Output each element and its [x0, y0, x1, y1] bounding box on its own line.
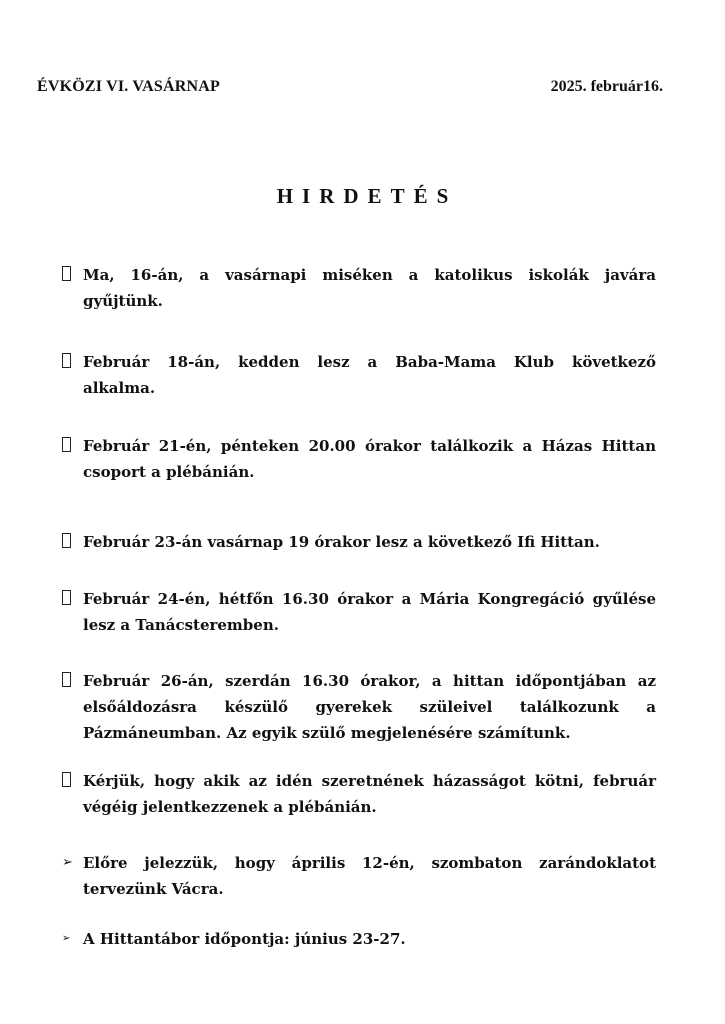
announcement-item — [62, 262, 656, 314]
announcement-item — [62, 586, 656, 638]
announcement-text — [83, 529, 656, 555]
date-heading: 2025. február16. — [550, 78, 663, 95]
checkbox-bullet-icon — [62, 349, 83, 375]
announcement-text — [83, 262, 656, 314]
announcement-line: lesz a Tanácsteremben. — [83, 616, 279, 634]
announcement-text — [83, 349, 656, 401]
page-title: HIRDETÉS — [276, 184, 458, 208]
announcement-line: Pázmáneumban. Az egyik szülő megjelenésére számítunk. — [83, 724, 571, 742]
announcement-line: gyűjtünk. — [83, 292, 163, 310]
announcement-line: A Hittantábor időpontja: június 23-27. — [83, 930, 406, 948]
announcement-line: Ma, 16-án, a vasárnapi miséken a katolikus iskolák javára — [83, 266, 656, 284]
announcement-line: végéig jelentkezzenek a plébánián. — [83, 798, 377, 816]
announcement-line: Előre jelezzük, hogy április 12-én, szombaton zarándoklatot — [83, 854, 656, 872]
checkbox-bullet-icon — [62, 768, 83, 794]
announcement-item — [62, 926, 656, 952]
announcement-item — [62, 433, 656, 485]
announcement-text — [83, 768, 656, 820]
liturgical-day-heading: ÉVKÖZI VI. VASÁRNAP — [37, 78, 220, 95]
announcement-item — [62, 349, 656, 401]
announcement-item — [62, 668, 656, 746]
announcement-line: Február 26-án, szerdán 16.30 órakor, a hittan időpontjában az — [83, 672, 656, 690]
announcement-text — [83, 926, 656, 952]
checkbox-bullet-icon — [62, 529, 83, 555]
announcement-line: Február 21-én, pénteken 20.00 órakor találkozik a Házas Hittan — [83, 437, 656, 455]
checkbox-bullet-icon — [62, 262, 83, 288]
arrow-bullet-icon: ➢ — [62, 855, 73, 870]
announcement-item — [62, 768, 656, 820]
announcement-line: alkalma. — [83, 379, 156, 397]
announcement-text — [83, 586, 656, 638]
announcement-text — [83, 433, 656, 485]
announcement-text — [83, 850, 656, 902]
announcement-item — [62, 529, 656, 555]
announcement-line: Február 23-án vasárnap 19 órakor lesz a következő Ifi Hittan. — [83, 533, 600, 551]
checkbox-bullet-icon — [62, 668, 83, 694]
announcement-line: Február 18-án, kedden lesz a Baba-Mama Klub következő — [83, 353, 656, 371]
announcement-line: tervezünk Vácra. — [83, 880, 224, 898]
announcement-line: Kérjük, hogy akik az idén szeretnének házasságot kötni, február — [83, 772, 656, 790]
announcement-text — [83, 668, 656, 746]
arrow-bullet-icon: ➢ — [62, 933, 71, 944]
announcement-line: elsőáldozásra készülő gyerekek szüleivel találkozunk a — [83, 698, 656, 716]
announcement-item — [62, 850, 656, 902]
checkbox-bullet-icon — [62, 586, 83, 612]
announcement-line: csoport a plébánián. — [83, 463, 255, 481]
checkbox-bullet-icon — [62, 433, 83, 459]
announcement-line: Február 24-én, hétfőn 16.30 órakor a Mária Kongregáció gyűlése — [83, 590, 656, 608]
